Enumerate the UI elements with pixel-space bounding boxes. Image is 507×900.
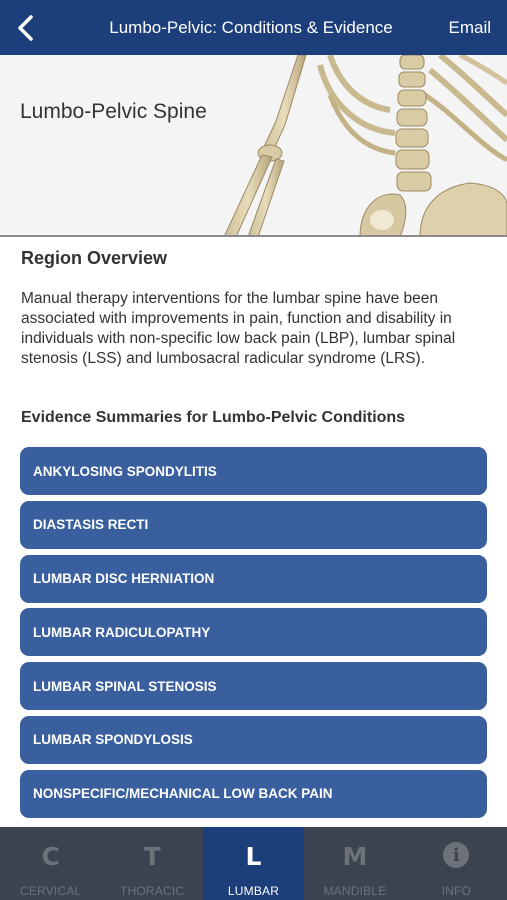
condition-list bbox=[20, 447, 487, 824]
condition-button-ankylosing-spondylitis[interactable]: ANKYLOSING SPONDYLITIS bbox=[20, 447, 487, 495]
email-button[interactable]: Email bbox=[448, 18, 491, 37]
condition-button-lumbar-disc-herniation[interactable]: LUMBAR DISC HERNIATION bbox=[20, 555, 487, 603]
skeleton-lumbar-spine-image bbox=[0, 55, 507, 237]
tab-lumbar[interactable] bbox=[203, 827, 304, 900]
tab-lumbar-label: LUMBAR bbox=[227, 884, 280, 898]
evidence-summaries-heading: Evidence Summaries for Lumbo-Pelvic Conditions bbox=[21, 409, 406, 426]
back-button[interactable] bbox=[10, 11, 42, 45]
tab-mandible-letter: M bbox=[342, 842, 368, 871]
hero-banner bbox=[0, 55, 507, 237]
tab-cervical[interactable] bbox=[0, 827, 101, 900]
tab-mandible[interactable] bbox=[304, 827, 405, 900]
tab-cervical-label: CERVICAL bbox=[20, 884, 82, 898]
chevron-left-icon bbox=[16, 14, 36, 42]
tab-mandible-label: MANDIBLE bbox=[323, 884, 387, 898]
region-overview-text: Manual therapy interventions for the lumbar spine have been associated with improvements in pain, function and disability in individuals with non-specific low back pain (LBP), lumbar spinal stenosis (LSS) and lumbosacral radicular syndrome (LRS). bbox=[21, 290, 456, 367]
condition-button-lumbar-spinal-stenosis[interactable]: LUMBAR SPINAL STENOSIS bbox=[20, 662, 487, 710]
region-overview-heading: Region Overview bbox=[21, 248, 168, 268]
tab-bar bbox=[0, 827, 507, 900]
tab-thoracic[interactable] bbox=[101, 827, 202, 900]
info-icon: i bbox=[443, 842, 469, 868]
condition-button-diastasis-recti[interactable]: DIASTASIS RECTI bbox=[20, 501, 487, 549]
tab-info-label: INFO bbox=[441, 884, 472, 898]
tab-info[interactable] bbox=[406, 827, 507, 900]
condition-button-lumbar-spondylosis[interactable]: LUMBAR SPONDYLOSIS bbox=[20, 716, 487, 764]
condition-button-nonspecific-low-back-pain[interactable]: NONSPECIFIC/MECHANICAL LOW BACK PAIN bbox=[20, 770, 487, 818]
tab-thoracic-label: THORACIC bbox=[119, 884, 185, 898]
tab-thoracic-letter: T bbox=[143, 842, 161, 871]
tab-lumbar-letter: L bbox=[245, 842, 262, 871]
nav-bar bbox=[0, 0, 507, 55]
tab-cervical-letter: C bbox=[41, 842, 60, 871]
condition-button-lumbar-radiculopathy[interactable]: LUMBAR RADICULOPATHY bbox=[20, 608, 487, 656]
region-title: Lumbo-Pelvic Spine bbox=[20, 100, 207, 123]
page-title: Lumbo-Pelvic: Conditions & Evidence bbox=[109, 18, 393, 37]
